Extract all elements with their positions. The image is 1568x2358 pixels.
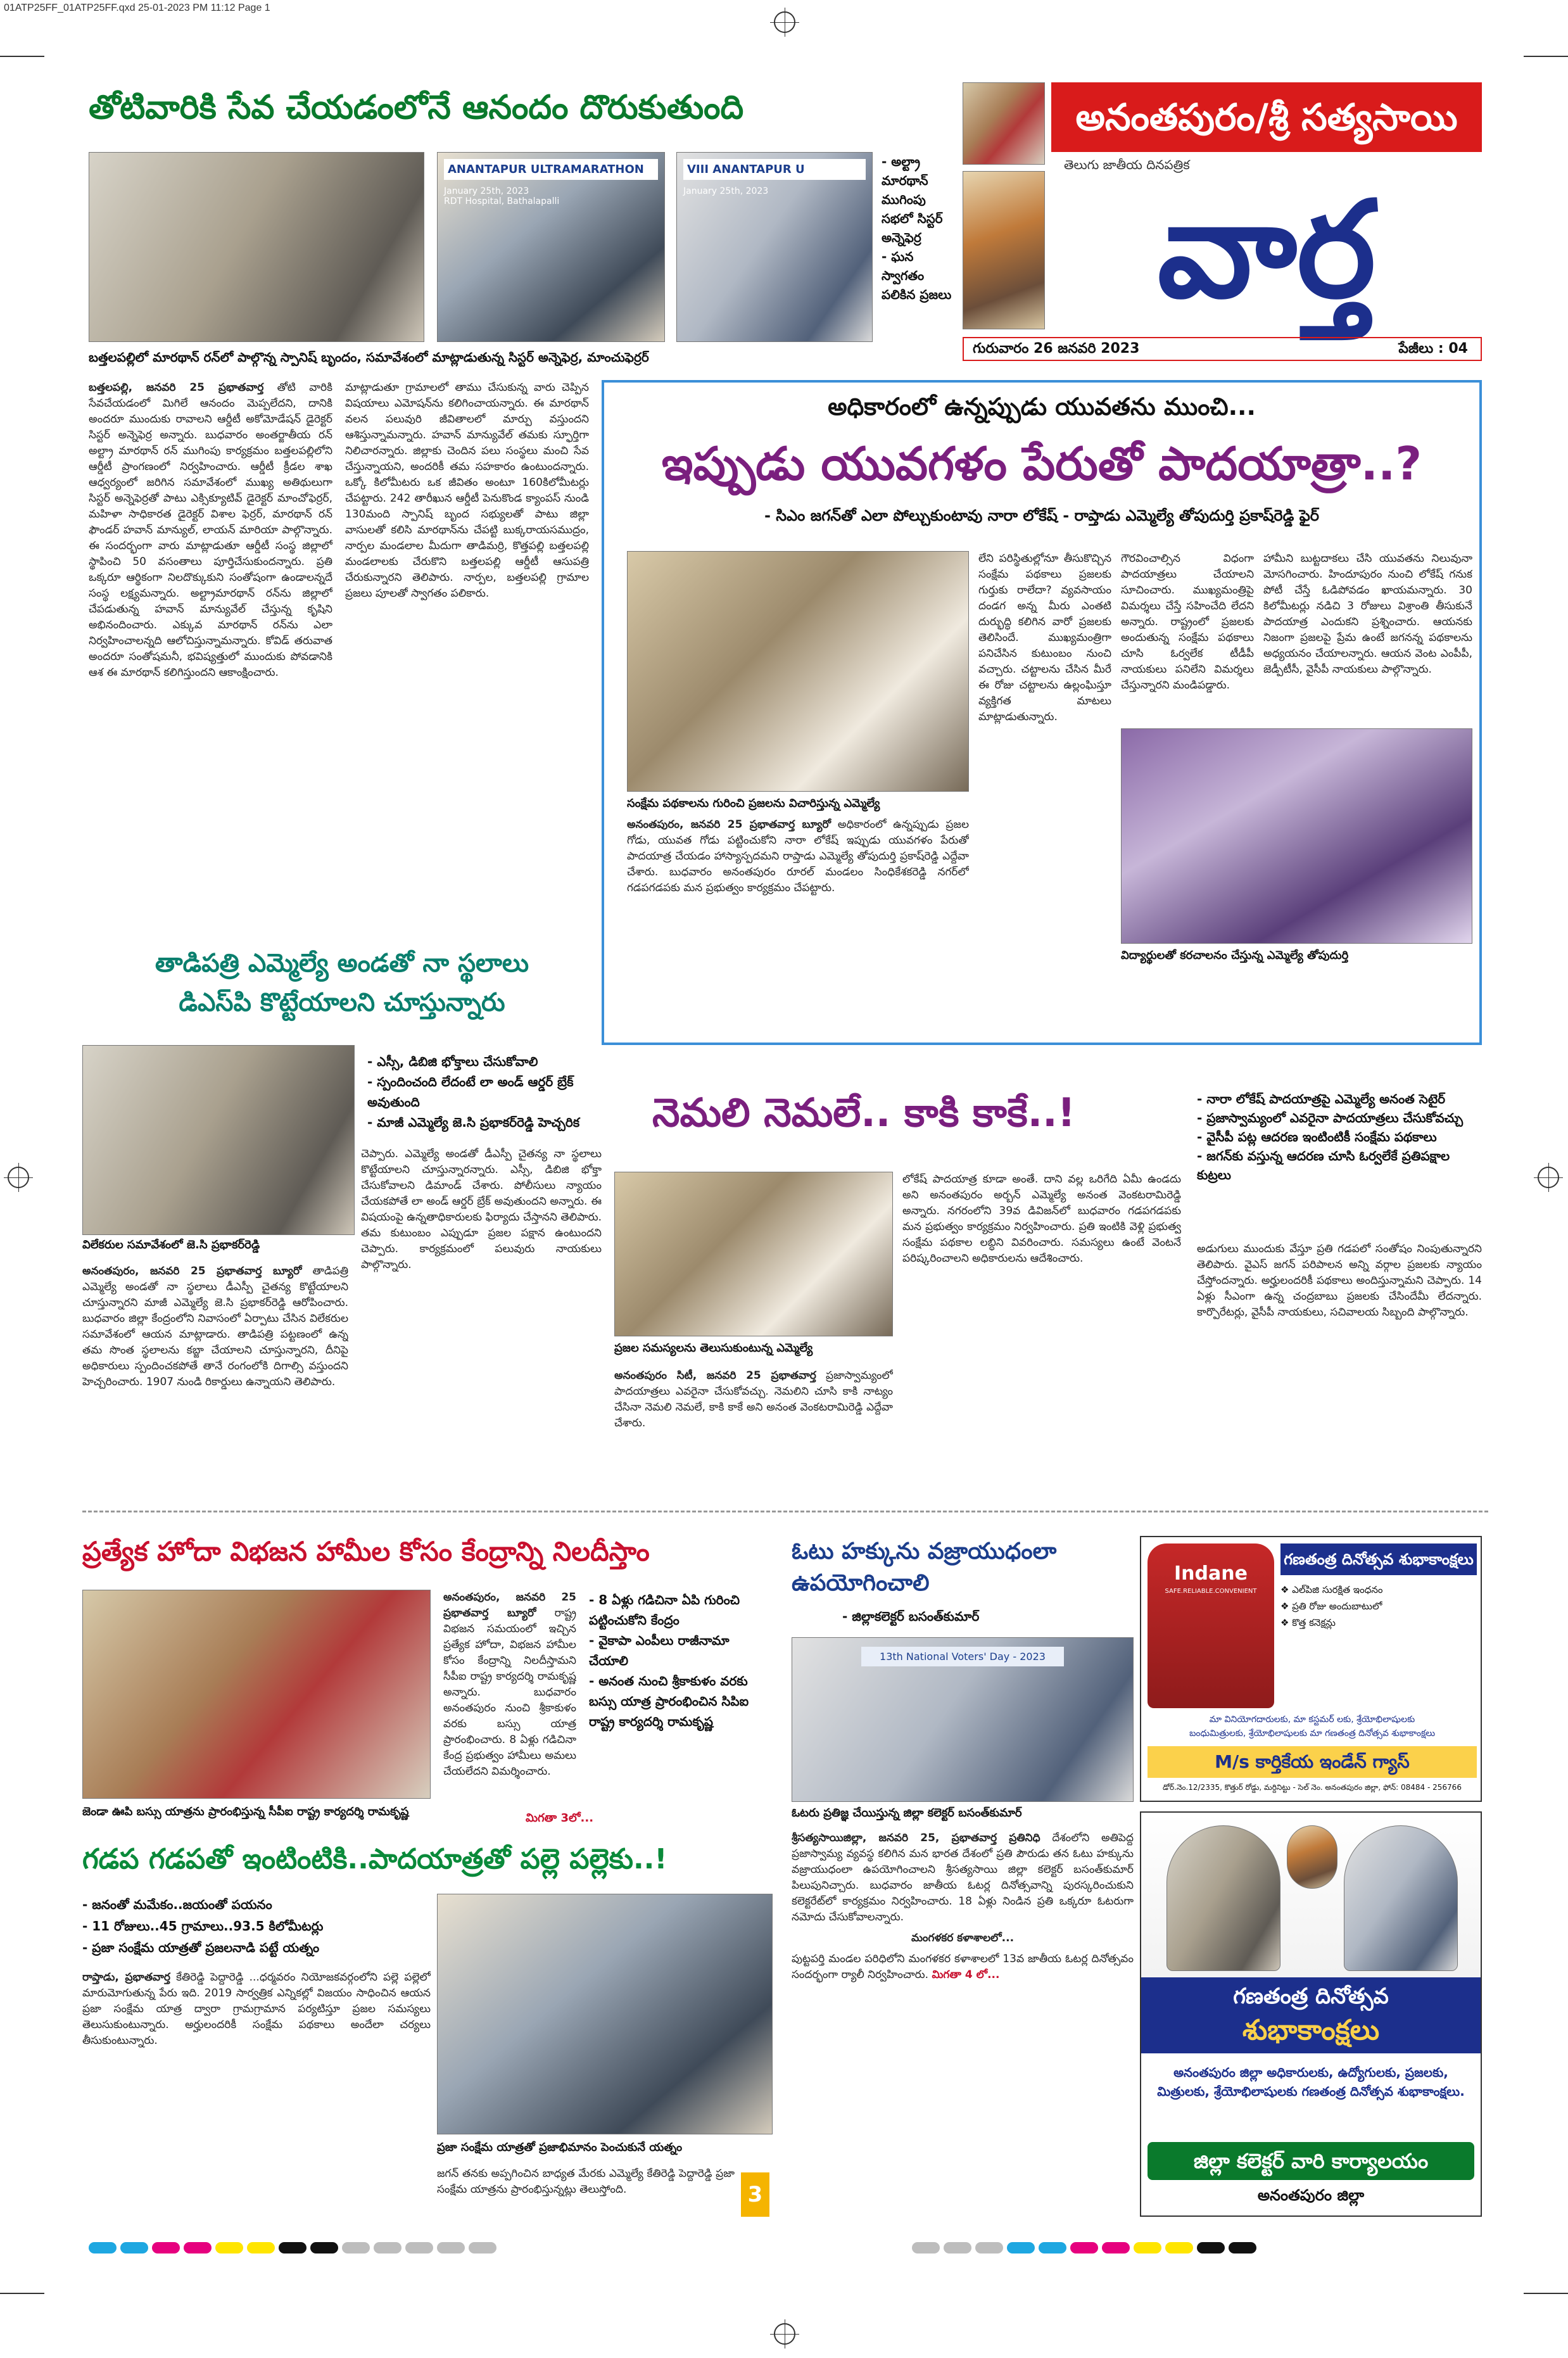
story1-photo-caption: బత్తలపల్లిలో మారథాన్ రన్‌లో పాల్గొన్న స్పానిష్ బృందం, సమావేశంలో మాట్లాడుతున్న సిస్టర్ అన్నెఫెర్ర, మాంచుఫెర్రర్	[89, 350, 649, 365]
story3-photo-caption: ప్రజల సమస్యలను తెలుసుకుంటున్న ఎమ్మెల్యే	[614, 1341, 813, 1355]
voters-day-photo	[792, 1637, 1134, 1802]
ad-point: ❖ కొత్త కనెక్షన్లు	[1280, 1617, 1336, 1628]
story3-points	[1197, 1089, 1482, 1184]
side-point: - ఘన స్వాగతం పలికిన ప్రజలు	[882, 249, 952, 302]
indane-points	[1280, 1582, 1477, 1631]
banner-text: ANANTAPUR ULTRAMARATHON	[444, 159, 658, 180]
bullet-point: - నారా లోకేష్ పాదయాత్రపై ఎమ్మెల్యే అనంత సెటైర్	[1197, 1091, 1446, 1106]
story3-body-c: అడుగులు ముందుకు వేస్తూ ప్రతి గడపలో సంతోషం నింపుతున్నారని తెలిపారు. వైఎస్ జగన్ పరిపాలన అన్ని వర్గాల ప్రజలకు న్యాయం చేస్తోందన్నారు. అర్హులందరికీ పథకాలు అందిస్తున్నామని చెప్పారు. 14 ఏళ్లు సీఎంగా ఉన్న చంద్రబాబు ప్రజలకు చేసిందేమీ లేదన్నారు. కార్పొరేటర్లు, వైసీపీ నాయకులు, సచివాలయ సిబ్బంది పాల్గొన్నారు.	[1197, 1243, 1482, 1319]
headline-line: ఉపయోగించాలి	[792, 1570, 930, 1596]
bullet-point: - ప్రజా సంక్షేమ యాత్రతో ప్రజలనాడి పట్టే యత్నం	[82, 1940, 320, 1955]
side-point: - అల్ట్రా మారథాన్ ముగింపు సభలో సిస్టర్ అన్నెఫెర్ర	[882, 154, 943, 245]
crop-mark	[1524, 56, 1568, 57]
body-text: రాష్ట్ర విభజన సమయంలో ఇచ్చిన ప్రత్యేక హోదా, విభజన హామీల కోసం కేంద్రాన్ని నిలదీస్తామని సీపీఐ రాష్ట్ర కార్యదర్శి రామకృష్ణ అన్నారు. బుధవారం అనంతపురం నుంచి శ్రీకాకుళం వరకు బస్సు యాత్ర ప్రారంభించారు. 8 ఏళ్లు గడిచినా కేంద్ర ప్రభుత్వం హామీలు అమలు చేయలేదని విమర్శించారు.	[443, 1607, 576, 1778]
bullet-point: - ఎస్సీ, డిబిజి భోక్తాలు చేసుకోవాలి	[367, 1054, 538, 1069]
story2-headline	[82, 944, 602, 1022]
crop-mark	[1524, 2293, 1568, 2294]
tagline: తెలుగు జాతీయ దినపత్రిక	[1064, 157, 1190, 172]
banner-venue: RDT Hospital, Bathalapalli	[444, 196, 560, 206]
body-text: తాడిపత్రి ఎమ్మెల్యే అండతో నా స్థలాలు డీఎస్పీ చైతన్య కొట్టేయాలని చూస్తున్నారని మాజీ ఎమ్మెల్యే జె.సి ప్రభాకర్‌రెడ్డి ఆరోపించారు. బుధవారం జిల్లా కేంద్రంలోని నివాసంలో ఏర్పాటు చేసిన విలేకరుల సమావేశంలో ఆయన మాట్లాడారు. తాడిపత్రి పట్టణంలో ఉన్న తమ సొంత స్థలాలను కబ్జా చేయాలని చూస్తున్నారని, దీనిపై అధికారులు స్పందించకపోతే తానే రంగంలోకి దిగాల్సి వస్తుందని హెచ్చరించారు. 1907 నుండి రికార్డులు ఉన్నాయని తెలిపారు.	[82, 1265, 348, 1388]
crop-mark	[0, 56, 44, 57]
indane-address: డోర్.నెం.12/2335, కొత్తుర్ రోడ్డు, మర్దినిట్టు - సెల్ నెం. అనంతపురం జిల్లా, ఫోన్: 08484 - 256766	[1163, 1783, 1462, 1792]
story4-continued: మిగతా 3లో...	[526, 1811, 594, 1825]
deity-photo	[963, 82, 1045, 165]
dateline-bar	[963, 337, 1482, 361]
lead-subhead: - సిఎం జగన్‌తో ఎలా పోల్చుకుంటావు నారా లోకేష్ - రాప్తాడు ఎమ్మెల్యే తోపుదుర్తి ప్రకాష్‌రెడ్డి ఫైర్	[764, 507, 1320, 524]
indane-brand-sub: SAFE.RELIABLE.CONVENIENT	[1165, 1588, 1257, 1595]
body-text: ప్రజాస్వామ్యంలో పాదయాత్రలు ఎవరైనా చేసుకోవచ్చు. నెమలిని చూసి కాకి నాట్యం చేసినా నెమలి నెమలే, కాకి కాకే అని అనంత వెంకటరామిరెడ్డి ఎద్దేవా చేశారు.	[614, 1369, 893, 1429]
bullet-point: - 8 ఏళ్లు గడిచినా ఏపి గురించి పట్టించుకోని కేంద్రం	[589, 1592, 740, 1628]
body-text: తోటి వారికి సేవచేయడంలో మిగిలే ఆనందం మెప్పలేదని, దానికి అందరూ ముందుకు రావాలని ఆర్డీటీ అకోమోడేషన్ డైరెక్టర్ సిస్టర్ అన్నెఫెర్ర అన్నారు. బుధవారం అంతర్జాతీయ రన్ అల్ట్రా మారథాన్ రన్ ముగింపు కార్యక్రమం బత్తలపల్లిలోని ఆర్డీటీ ప్రాంగణంలో నిర్వహించారు. ఆర్డీటీ క్రీడల శాఖ ఆధ్వర్యంలో జరిగిన సమావేశంలో ముఖ్య అతిథులుగా సిస్టర్ అన్నెఫెర్రతో పాటు ఎక్సిక్యూటివ్ డైరెక్టర్ మాంచోఫెర్రర్, మహిళా సాధికారత డైరెక్టర్ విశాల ఫెర్రర్, మారథాన్ రన్ ఫౌండర్ హవాన్ మాన్యుల్, లాయన్ మారియా పాల్గొన్నారు. ఈ సందర్భంగా వారు మాట్లాడుతూ ఆర్డీటీ సంస్థ జిల్లాలో స్థాపించి 50 వసంతాలు పూర్తిచేసుకుందన్నారు. ప్రతి ఒక్కరూ ఆర్థికంగా నిలదొక్కుకుని సంతోషంగా ఉండాలన్నదే సంస్థ లక్ష్యమన్నారు. అల్ట్రామారథాన్ రన్‌ను జిల్లాలో చేపడుతున్న హవాన్ మాన్యువేల్ చేస్తున్న కృషిని అభినందించారు. ఎక్కువ మారథాన్ రన్‌ను ఎలా నిర్వహించాలన్నది ఆలోచిస్తున్నామన్నారు. కోవిడ్ తరువాత అందరూ సంతోషమనీ, భవిష్యత్తులో ముందుకు పోవడానికి ఆశ ఈ మారథాన్ కలిగిస్తుందని ఆకాంక్షించారు.	[89, 381, 332, 679]
official-photo	[1344, 1825, 1458, 1971]
indane-dealer: M/s కార్తికేయ ఇండేన్ గ్యాస్	[1148, 1746, 1477, 1778]
paper-name: వార్త	[1157, 172, 1376, 327]
ad-point: ❖ ఎల్‌పిజి సురక్షిత ఇంధనం	[1280, 1584, 1383, 1595]
banner-date: January 25th, 2023	[683, 186, 769, 196]
story4-photo-caption: జెండా ఊపి బస్సు యాత్రను ప్రారంభిస్తున్న సీపీఐ రాష్ట్ర కార్యదర్శి రామకృష్ణ	[82, 1805, 409, 1818]
ad-point: ❖ ప్రతి రోజు అందుబాటులో	[1280, 1601, 1382, 1612]
lead-body-b	[627, 817, 969, 1032]
lead-body-a: లేని పరిస్థితుల్లోనూ తీసుకొచ్చిన సంక్షేమ పథకాలు ప్రజలకు గుర్తుకు రాలేదా? వ్యవసాయం దండగ అన్న మీరు ఎంతటి దుర్భుద్ధి కలిగిన వారో ప్రజలకు తెలిసిందే. ముఖ్యమంత్రిగా పనిచేసిన కుటుంబం నుంచి వచ్చారు. చట్టాలను చేసిన మీరే ఈ రోజు చట్టాలను ఉల్లంఘిస్తూ వ్యక్తిగత మాటలు మాట్లాడుతున్నారు.	[978, 552, 1111, 723]
page-number-badge: 3	[741, 2172, 769, 2217]
masthead	[963, 82, 1482, 361]
headline-line: డిఎస్‌పి కొట్టేయాలని చూస్తున్నారు	[179, 988, 505, 1017]
collector-greeting	[1141, 1977, 1481, 2053]
sub-section-title: మంగళకర కళాశాలలో...	[911, 1932, 1015, 1944]
lead-photo-1-caption: సంక్షేమ పథకాలను గురించి ప్రజలను విచారిస్తున్న ఎమ్మెల్యే	[627, 797, 880, 810]
banner-text: VIII ANANTAPUR U	[683, 159, 866, 180]
collector-photo	[1167, 1825, 1280, 1971]
dateline: శ్రీసత్యసాయిజిల్లా, జనవరి 25, ప్రభాతవార్త ప్రతినిధి	[792, 1832, 1040, 1844]
collector-district: అనంతపురం జిల్లా	[1257, 2186, 1365, 2204]
story5-body	[792, 1830, 1134, 2160]
marathon-runners-photo	[89, 152, 424, 342]
story6-body	[82, 1970, 431, 2179]
body-text: కేతిరెడ్డి పెద్దారెడ్డి ...ధర్మవరం నియోజకవర్గంలోని పల్లె పల్లెలో మారుమోగుతున్న పేరు ఇది. 2019 సార్వత్రిక ఎన్నికల్లో విజయం సాధించిన ఆయన ప్రజా సంక్షేమ యాత్ర ద్వారా గ్రామగ్రామాన పర్యటిస్తూ ప్రజల సమస్యలు తెలుసుకుంటున్నారు. అర్హులందరికీ సంక్షేమ పథకాలు అందేలా చర్యలు తీసుకుంటున్నారు.	[82, 1971, 431, 2047]
cm-photo	[1287, 1825, 1337, 1889]
greeting-line: శుభాకాంక్షలు	[1242, 2014, 1380, 2046]
story5-subhead: - జిల్లాకలెక్టర్ బసంత్‌కుమార్	[842, 1609, 980, 1624]
story6-headline: గడప గడపతో ఇంటింటికి..పాదయాత్రతో పల్లె పల్లెకు..!	[82, 1843, 667, 1875]
color-bar-right	[912, 2242, 1482, 2256]
collector-office: జిల్లా కలెక్టర్ వారి కార్యాలయం	[1148, 2142, 1474, 2180]
color-bar-left	[89, 2242, 659, 2256]
crop-mark	[0, 2293, 44, 2294]
story6-photo-caption: ప్రజా సంక్షేమ యాత్రతో ప్రజాభిమానం పెంచుకునే యత్నం	[437, 2141, 683, 2154]
headline-line: ఓటు హక్కును వజ్రాయుధంలా	[792, 1538, 1057, 1564]
story3-photo	[614, 1172, 893, 1336]
bullet-point: - స్పందించంది లేదంటే లా అండ్ ఆర్డర్ బ్రేక్ అవుతుంది	[367, 1074, 574, 1110]
body-text: పుట్టపర్తి మండల పరిధిలోని మంగళకర కళాశాలలో 13వ జాతీయ ఓటర్ల దినోత్సవం సందర్భంగా ర్యాలీ నిర్వహించారు.	[792, 1953, 1134, 1981]
bullet-point: - జగన్‌కు వస్తున్న ఆదరణ చూసి ఓర్వలేకే ప్రతిపక్షాల కుట్రలు	[1197, 1148, 1450, 1182]
lead-body-c: గౌరవించాల్సిన విధంగా పాదయాత్రలు చేయాలని సూచించారు. ముఖ్యమంత్రిపై విమర్శలు చేస్తే సహించేది లేదని అన్నారు. రాష్ట్రంలో ప్రజలకు అందుతున్న సంక్షేమ పథకాలు చూసి ఓర్వలేక టీడీపీ నాయకులు పనిలేని విమర్శలు చేస్తున్నారని మండిపడ్డారు.	[1121, 552, 1254, 692]
bullet-point: - వైసీపీ పట్ల ఆదరణ ఇంటింటికీ సంక్షేమ పథకాలు	[1197, 1129, 1437, 1144]
lead-photo-2-caption: విద్యార్థులతో కరచాలనం చేస్తున్న ఎమ్మెల్యే తోపుదుర్తి	[1121, 949, 1349, 962]
ultramarathon-speech-photo	[676, 152, 873, 342]
dateline: అనంతపురం, జనవరి 25 ప్రభాతవార్త బ్యూరో	[82, 1265, 302, 1277]
photo-banner: 13th National Voters' Day - 2023	[861, 1647, 1064, 1666]
story6-photo	[437, 1894, 773, 2134]
story4-body	[443, 1590, 576, 1824]
story3-headline: నెమలి నెమలే.. కాకి కాకే..!	[652, 1089, 1075, 1136]
body-text: అధికారంలో ఉన్నప్పుడు ప్రజల గోడు, యువత గోడు పట్టించుకోని నారా లోకేష్ ఇప్పుడు యువగళం పేరుతో పాదయాత్ర చేయడం హాస్యాస్పదమని రాప్తాడు ఎమ్మెల్యే తోపుదుర్తి ప్రకాష్‌రెడ్డి ఎద్దేవా చేశారు. బుధవారం అనంతపురం రూరల్ మండలం సింధికేశకరెడ్డి నగర్‌లో గడపగడపకు మన ప్రభుత్వం కార్యక్రమం చేపట్టారు.	[627, 818, 969, 894]
indane-line1: మా వినియోగదారులకు, మా కస్టమర్ లకు, శ్రేయోభిలాషులకు	[1209, 1715, 1415, 1725]
story1-side-points	[882, 152, 958, 304]
lead-kicker: అధికారంలో ఉన్నప్పుడు యువతను ముంచి...	[828, 393, 1256, 421]
dateline: బత్తలపల్లి, జనవరి 25 ప్రభాతవార్త	[89, 381, 264, 394]
collector-ad	[1140, 1811, 1482, 2217]
dateline: అనంతపురం, జనవరి 25 ప్రభాతవార్త బ్యూరో	[627, 818, 831, 831]
bullet-point: - వైకాపా ఎంపీలు రాజీనామా చేయాలి	[589, 1633, 730, 1668]
collector-ad-photos	[1141, 1813, 1481, 1977]
story2-points	[367, 1051, 602, 1132]
bullet-point: - మాజీ ఎమ్మెల్యే జె.సి ప్రభాకర్‌రెడ్డి హెచ్చరిక	[367, 1115, 580, 1130]
story1-body-col1	[89, 380, 332, 937]
story2-photo-caption: విలేకరుల సమావేశంలో జె.సి ప్రభాకర్‌రెడ్డి	[82, 1238, 260, 1252]
indane-ad	[1140, 1536, 1482, 1802]
story1-headline: తోటివారికి సేవ చేయడంలోనే ఆనందం దొరుకుతుంది	[89, 89, 744, 127]
lead-photo-1	[627, 551, 969, 792]
indane-greeting: గణతంత్ర దినోత్సవ శుభాకాంక్షలు	[1280, 1543, 1477, 1575]
body-text: దేశంలోని అతిపెద్ద ప్రజాస్వామ్య వ్యవస్థ కలిగిన మన భారత దేశంలో ప్రతి పౌరుడు తన ఓటు హక్కును వజ్రాయుధంలా ఉపయోగించాలని శ్రీసత్యసాయి జిల్లా కలెక్టర్ బసంత్‌కుమార్ పిలుపునిచ్చారు. బుధవారం జాతీయ ఓటర్ల దినోత్సవాన్ని పురస్కరించుకుని కలెక్టరేట్‌లో కార్యక్రమం నిర్వహించారు. 18 ఏళ్లు నిండిన ప్రతి ఒక్కరూ ఓటరుగా నమోదు చేసుకోవాలన్నారు.	[792, 1832, 1134, 1924]
section-divider	[82, 1511, 1488, 1513]
story6-body2: జగన్ తనకు అప్పగించిన బాధ్యత మేరకు ఎమ్మెల్యే కేతిరెడ్డి పెద్దారెడ్డి ప్రజా సంక్షేమ యాత్రను ప్రారంభిస్తున్నట్లు తెలుస్తోంది.	[437, 2167, 735, 2196]
lead-photo-2	[1121, 728, 1472, 944]
dateline: అనంతపురం సిటీ, జనవరి 25 ప్రభాతవార్త	[614, 1369, 816, 1382]
registration-mark-top	[774, 11, 795, 33]
lead-headline: ఇప్పుడు యువగళం పేరుతో పాదయాత్రా..?	[661, 437, 1422, 490]
greeting-line: గణతంత్ర దినోత్సవ	[1233, 1984, 1389, 2009]
edition-name: అనంతపురం/శ్రీ సత్యసాయి	[1051, 82, 1482, 152]
issue-date: గురువారం 26 జనవరి 2023	[973, 341, 1140, 357]
story3-body-b: లోకేష్ పాదయాత్ర కూడా అంతే. దాని వల్ల ఒరిగేది ఏమీ ఉండదు అని అనంతపురం అర్బన్ ఎమ్మెల్యే అనంత వెంకటరామిరెడ్డి అన్నారు. నగరంలోని 39వ డివిజన్‌లో బుధవారం గడపగడపకు మన ప్రభుత్వం కార్యక్రమం నిర్వహించారు. ప్రతి ఇంటికి వెళ్లి ప్రభుత్వ సంక్షేమ పథకాల లబ్ధిని వివరించారు. సమస్యలు ఉంటే వెంటనే పరిష్కరించాలని అధికారులను ఆదేశించారు.	[902, 1173, 1181, 1265]
bullet-point: - అనంత నుంచి శ్రీకాకుళం వరకు బస్సు యాత్ర ప్రారంభించిన సిపిఐ రాష్ట్ర కార్యదర్శి రామకృష్ణ	[589, 1673, 749, 1729]
story4-points	[589, 1590, 773, 1732]
story2-body-b: చెప్పారు. ఎమ్మెల్యే అండతో డీఎస్పీ చైతన్య నా స్థలాలు కొట్టేయాలని చూస్తున్నారన్నారు. ఎస్సీ, డిబిజి భోక్తా చేసుకోవాలని డిమాండ్ చేశారు. పోలీసులు న్యాయం చేయకపోతే లా అండ్ ఆర్డర్ బ్రేక్ అవుతుందని అన్నారు. ఈ విషయంపై ఉన్నతాధికారులకు ఫిర్యాదు చేస్తానని తెలిపారు. తమ కుటుంబం ఎప్పుడూ ప్రజల పక్షాన ఉంటుందని చెప్పారు. కార్యక్రమంలో పలువురు నాయకులు పాల్గొన్నారు.	[361, 1148, 602, 1271]
registration-mark-left	[8, 1167, 29, 1188]
banner-date: January 25th, 2023	[444, 186, 529, 196]
registration-mark-right	[1538, 1167, 1559, 1188]
indane-line2: బంధుమిత్రులకు, శ్రేయోభిలాషులకు మా గణతంత్ర దినోత్సవ శుభాకాంక్షలు	[1189, 1728, 1436, 1739]
story5-photo-caption: ఓటరు ప్రతిజ్ఞ చేయిస్తున్న జిల్లా కలెక్టర్ బసంత్‌కుమార్	[792, 1806, 1022, 1820]
story5-headline	[792, 1536, 1127, 1599]
jc-prabhakar-photo	[82, 1045, 355, 1235]
bus-yatra-photo	[82, 1590, 431, 1799]
collector-message: అనంతపురం జిల్లా అధికారులకు, ఉద్యోగులకు, ప్రజలకు, మిత్రులకు, శ్రేయోభిలాషులకు గణతంత్ర దినోత్సవ శుభాకాంక్షలు.	[1157, 2065, 1465, 2099]
story1-body-col2: మాట్లాడుతూ గ్రామాలలో తాము చేసుకున్న వారు చెప్పిన విషయాలు ఎమోషన్‌ను కలిగించాయన్నారు. ఈ మారథాన్ వలన పలువురి జీవితాలలో మార్పు వస్తుందని ఆశిస్తున్నామన్నారు. హవాన్ మాన్యువేల్ తమకు స్ఫూర్తిగా నిలిచారన్నారు. జిల్లాకు చెందిన పలు సంస్థలు మంచి సేవ చేస్తున్నాయని, అందరికీ తమ సహకారం ఉంటుందన్నారు. ఒక్కో కిలోమీటరు ఒక జీవితం అంటూ 160కిలోమీటర్లు చేపట్టారు. 242 తారీఖున ఆర్డీటీ పెనుకొండ క్యాంపస్ నుండి 130మంది స్పానిష్ బృంద సభ్యులతో పాటు జిల్లా వాసులతో కలిసి మారథాన్‌ను చేపట్టి బుక్కరాయసముద్రం, నార్పల మండలాల మీదుగా తాడిమర్రి, కొత్తపల్లి బత్తలపల్లి మండలాలకు చేరుకొని బత్తలపల్లి ఆర్డీటీ ఆసుపత్రి చేరుకున్నారని తెలిపారు. నార్పల, బత్తలపల్లి గ్రామాల ప్రజలు పూలతో స్వాగతం పలికారు.	[345, 381, 589, 600]
story6-points	[82, 1894, 437, 1958]
dateline: అనంతపురం, జనవరి 25 ప్రభాతవార్త బ్యూరో	[443, 1591, 576, 1620]
story4-headline: ప్రత్యేక హోదా విభజన హామీల కోసం కేంద్రాన్ని నిలదీస్తాం	[82, 1536, 650, 1567]
story2-body-a	[82, 1264, 348, 1498]
indane-brand: Indane	[1174, 1562, 1248, 1585]
dateline: రాప్తాడు, ప్రభాతవార్త	[82, 1971, 170, 1984]
bullet-point: - 11 రోజులు..45 గ్రామాలు..93.5 కిలోమీటర్లు	[82, 1918, 324, 1934]
print-slug: 01ATP25FF_01ATP25FF.qxd 25-01-2023 PM 11:12 Page 1	[4, 3, 270, 13]
lead-body-d: హామీని బుట్టదాకలు చేసి యువతను నిలువునా మోసగించారు. హిందూపురం నుంచి లోకేష్ గనుక పోటీ చేస్తే ఓడిపోవడం ఖాయమన్నారు. 30 కిలోమీటర్లు నడిచి 3 రోజులు విశ్రాంతి తీసుకునే పాదయాత్ర ఎందుకని ప్రశ్నించారు. ఆయనకు నిజంగా ప్రజలపై ప్రేమ ఉంటే జగనన్న పథకాలను అధ్యయనం చేయాలన్నారు. ఆయన వెంట ఎంపీపీ, జెడ్పీటీసీ, వైసీపీ నాయకులు పాల్గొన్నారు.	[1263, 552, 1472, 676]
sai-baba-photo	[963, 171, 1045, 329]
ultramarathon-stage-photo	[437, 152, 665, 342]
bullet-point: - ప్రజాస్వామ్యంలో ఎవరైనా పాదయాత్రలు చేసుకోవచ్చు	[1197, 1110, 1464, 1125]
bullet-point: - జనంతో మమేకం..జయంతో పయనం	[82, 1897, 272, 1912]
registration-mark-bottom	[774, 2323, 795, 2345]
page-count: పేజీలు : 04	[1398, 341, 1468, 357]
story3-body-a	[614, 1368, 893, 1501]
continued: మిగతా 4 లో...	[932, 1968, 1000, 1981]
headline-line: తాడిపత్రి ఎమ్మెల్యే అండతో నా స్థలాలు	[155, 949, 529, 978]
